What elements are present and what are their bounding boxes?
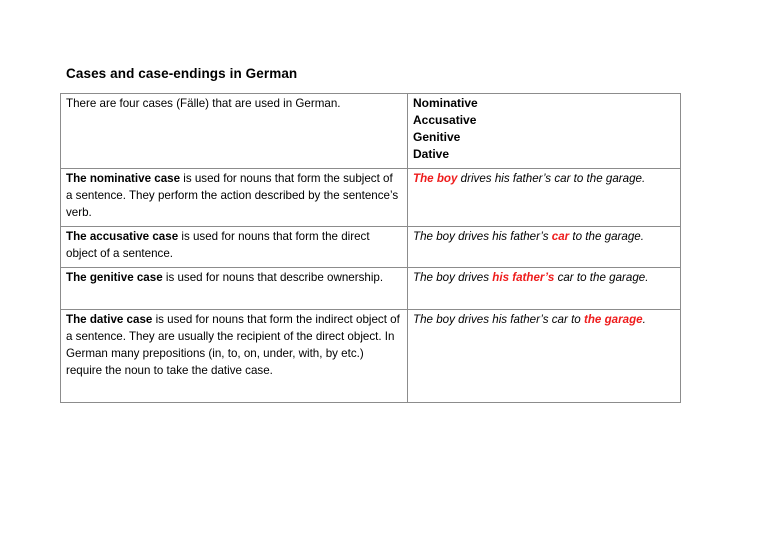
case-list-cell [408, 94, 681, 169]
table-row-genitive [61, 268, 681, 310]
example-highlight: car [551, 230, 570, 243]
table-row-nominative [61, 169, 681, 227]
case-description: is used for nouns that form the indirect object of a sentence. They are usually the recipient of the direct object. In German many prepositions (in, to, on, under, with, by etc.) require the noun to take the dative case. [66, 313, 400, 377]
example-text-after: drives his father’s car to the garage. [457, 172, 646, 185]
example-cell [408, 227, 681, 268]
case-item-nominative: Nominative [413, 96, 478, 110]
table-row-dative [61, 310, 681, 403]
case-description: is used for nouns that form the subject of a sentence. They perform the action described by the sentence’s verb. [66, 172, 399, 219]
example-cell [408, 268, 681, 310]
table-row-intro [61, 94, 681, 169]
case-term: The accusative case [66, 230, 179, 243]
example-sentence [413, 313, 646, 326]
example-text-before: The boy drives his father’s car to [413, 313, 584, 326]
intro-text: There are four cases (Fälle) that are used in German. [66, 97, 341, 110]
description-cell [61, 169, 408, 227]
page-title: Cases and case-endings in German [66, 66, 298, 81]
case-item-accusative: Accusative [413, 113, 477, 127]
example-sentence [413, 230, 644, 243]
case-item-genitive: Genitive [413, 130, 461, 144]
description-cell [61, 227, 408, 268]
example-cell [408, 169, 681, 227]
case-description: is used for nouns that describe ownership. [162, 271, 384, 284]
example-highlight: his father’s [492, 271, 555, 284]
example-text-before: The boy drives [413, 271, 493, 284]
case-term: The genitive case [66, 271, 163, 284]
example-text-after: car to the garage. [554, 271, 649, 284]
case-list [413, 95, 675, 163]
example-highlight: The boy [413, 172, 458, 185]
example-text-after: . [642, 313, 646, 326]
example-text-before: The boy drives his father’s [413, 230, 552, 243]
cases-table [60, 93, 681, 403]
example-sentence [413, 271, 648, 284]
example-cell [408, 310, 681, 403]
case-term: The dative case [66, 313, 153, 326]
table-row-accusative [61, 227, 681, 268]
description-cell [61, 268, 408, 310]
example-highlight: the garage [583, 313, 643, 326]
example-sentence [413, 172, 645, 185]
intro-cell [61, 94, 408, 169]
example-text-after: to the garage. [569, 230, 644, 243]
case-item-dative: Dative [413, 147, 450, 161]
description-cell [61, 310, 408, 403]
case-term: The nominative case [66, 172, 181, 185]
case-description: is used for nouns that form the direct object of a sentence. [66, 230, 370, 260]
